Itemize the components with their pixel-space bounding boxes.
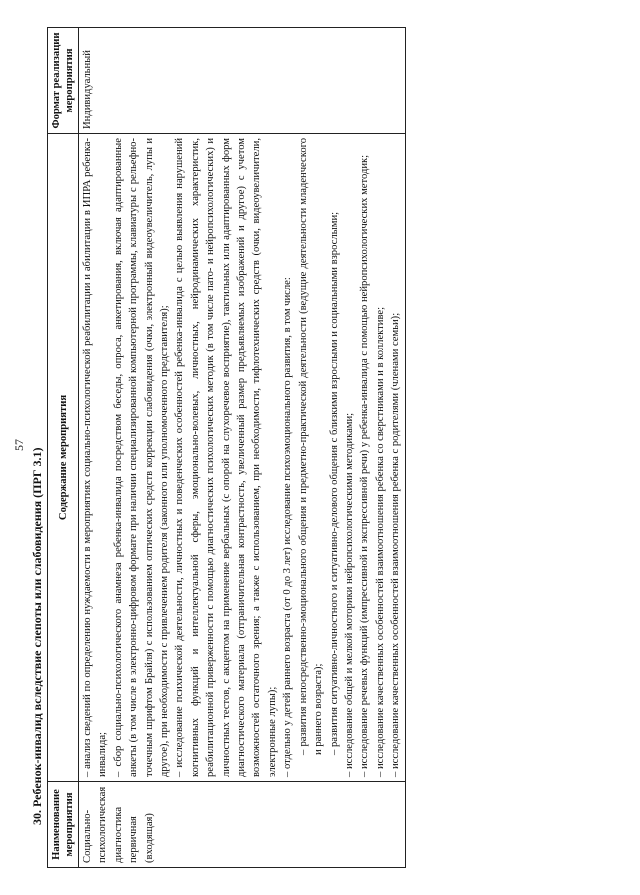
content-item: – исследование речевых функций (импрессивной и экспрессивной речи) у ребенка-инвалида с помощью нейропсихологических методик;: [359, 154, 371, 777]
page-number: 57: [12, 439, 26, 451]
content-item: – анализ сведений по определению нуждаемости в мероприятиях социально-психологической реабилитации и абилитации в ИПРА ребенка-инвалида;: [82, 138, 109, 777]
table-header-row: [48, 28, 79, 868]
cell-measure-format: Индивидуальный: [79, 28, 406, 134]
header-format: Формат реализации мероприятия: [48, 28, 79, 134]
cell-measure-name: Социально-психологическая диагностика первичная (входящая): [79, 782, 406, 868]
content-item: – отдельно у детей раннего возраста (от 0 до 3 лет) исследование психоэмоционального развития, в том числе:: [282, 277, 294, 777]
header-name: Наименование мероприятия: [48, 782, 79, 868]
content-subitem: – развития непосредственно-эмоционального общения и предметно-практической деятельности (ведущие деятельности младенческого и раннего возраста);: [297, 138, 325, 755]
content-item: – исследование качественных особенностей взаимоотношения ребенка с родителями (членами семьи);: [390, 312, 402, 777]
table-row: [79, 28, 406, 868]
content-item: – исследование общей и мелкой моторики нейропсихологическими методиками;: [343, 412, 355, 777]
section-title: 30. Ребенок-инвалид вследствие слепоты или слабовидения (ПРГ 3.1): [30, 447, 44, 825]
content-subitem: – развития ситуативно-личностного и ситуативно-делового общения с близкими взрослыми и социальными взрослыми;: [328, 211, 340, 755]
header-content: Содержание мероприятия: [48, 134, 79, 782]
content-item: – сбор социально-психологического анамнеза ребенка-инвалида посредством беседы, опроса, анкетирования, включая адаптированные анкеты (в том числе в электронно-цифровом формате при наличии специализированной компьютерной программы, клавиатуры с рельефно-точечным шрифтом Брайля) с использованием оптических средств коррекции слабовидения (очки, электронный видеоувеличитель, лупы и другое), при необходимости с привлечением родителя (законного или уполномоченного представителя);: [112, 138, 171, 777]
cell-measure-content: [79, 134, 406, 782]
content-item: – исследование качественных особенностей взаимоотношения ребенка со сверстниками и в коллективе;: [374, 306, 386, 777]
content-item: – исследование психической деятельности, личностных и поведенческих особенностей ребенка-инвалида с целью выявления нарушений когнитивных функций и интеллектуальной сферы, эмоционально-волевых, личностных, нейродинамических характеристик, реабилитационной приверженности с помощью диагностических психологических методик (в том числе пато- и нейропсихологических) и личностных тестов, с акцентом на применение вербальных (с опорой на слухоречевое восприятие), тактильных или адаптированных форм диагностического материала (отграничительная контрастность, увеличенный размер предъявляемых изображений и другое) с учетом возможностей остаточного зрения; а также с использованием, при необходимости, тифлотехнических средств (очки, видеоувеличители, электронные лупы);: [174, 138, 278, 777]
measures-table: [47, 27, 406, 868]
